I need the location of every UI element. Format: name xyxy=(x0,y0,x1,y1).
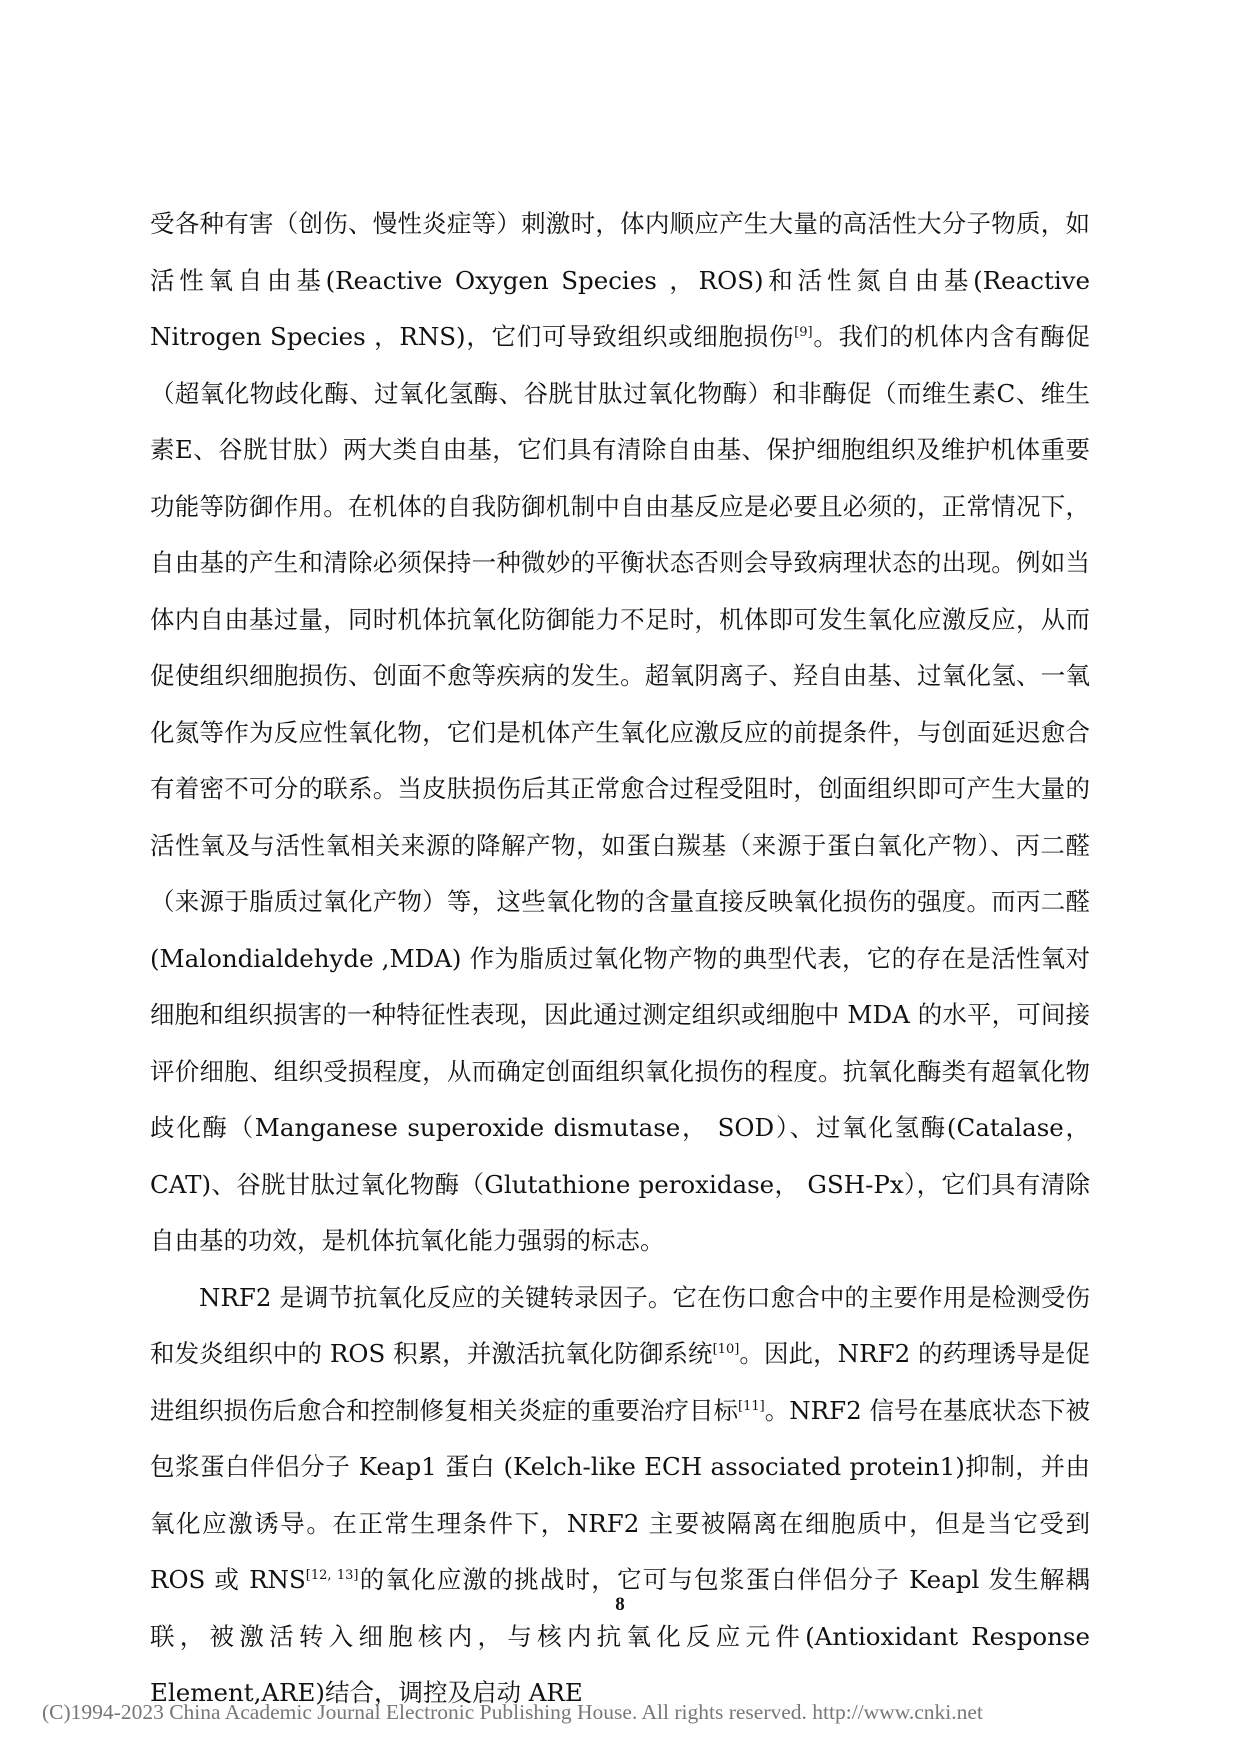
document-body xyxy=(150,196,1090,1722)
paragraph-2 xyxy=(150,1270,1090,1722)
page-number: 8 xyxy=(615,1594,625,1615)
citation-9: [9] xyxy=(794,324,813,340)
paragraph-1 xyxy=(150,196,1090,1270)
paragraph-2-text-4: 的氧化应激的挑战时，它可与包浆蛋白伴侣分子 Keapl 发生解耦联，被激活转入细胞核内，与核内抗氧化反应元件(Antioxidant Response Element,ARE)结合，调控及启动 ARE xyxy=(150,1565,1091,1707)
citation-11: [11] xyxy=(738,1398,765,1414)
paragraph-1-text-2: 。我们的机体内含有酶促（超氧化物歧化酶、过氧化氢酶、谷胱甘肽过氧化物酶）和非酶促（而维生素C、维生素E、谷胱甘肽）两大类自由基，它们具有清除自由基、保护细胞组织及维护机体重要功能等防御作用。在机体的自我防御机制中自由基反应是必要且必须的，正常情况下，自由基的产生和清除必须保持一种微妙的平衡状态否则会导致病理状态的出现。例如当体内自由基过量，同时机体抗氧化防御能力不足时，机体即可发生氧化应激反应，从而促使组织细胞损伤、创面不愈等疾病的发生。超氧阴离子、羟自由基、过氧化氢、一氧化氮等作为反应性氧化物，它们是机体产生氧化应激反应的前提条件，与创面延迟愈合有着密不可分的联系。当皮肤损伤后其正常愈合过程受阻时，创面组织即可产生大量的活性氧及与活性氧相关来源的降解产物，如蛋白羰基（来源于蛋白氧化产物）、丙二醛（来源于脂质过氧化产物）等，这些氧化物的含量直接反映氧化损伤的强度。而丙二醛(Malondialdehyde ,MDA) 作为脂质过氧化物产物的典型代表，它的存在是活性氧对细胞和组织损害的一种特征性表现，因此通过测定组织或细胞中 MDA 的水平，可间接评价细胞、组织受损程度，从而确定创面组织氧化损伤的程度。抗氧化酶类有超氧化物歧化酶（Manganese superoxide dismutase， SOD）、过氧化氢酶(Catalase， CAT)、谷胱甘肽过氧化物酶（Glutathione peroxidase， GSH-Px），它们具有清除自由基的功效，是机体抗氧化能力强弱的标志。 xyxy=(150,322,1090,1255)
paragraph-2-text-2: 。因此，NRF2 的药理诱导是促进组织损伤后愈合和控制修复相关炎症的重要治疗目标 xyxy=(150,1339,1090,1425)
citation-10: [10] xyxy=(712,1341,740,1357)
copyright-notice: (C)1994-2023 China Academic Journal Electronic Publishing House. All rights reserved. http://www.cnki.net xyxy=(42,1700,983,1724)
paragraph-2-text-1: NRF2 是调节抗氧化反应的关键转录因子。它在伤口愈合中的主要作用是检测受伤和发炎组织中的 ROS 积累，并激活抗氧化防御系统 xyxy=(150,1282,1090,1368)
citation-12-13: [12, 13] xyxy=(305,1567,359,1583)
paragraph-1-text-1: 受各种有害（创伤、慢性炎症等）刺激时，体内顺应产生大量的高活性大分子物质，如活性氧自由基(Reactive Oxygen Species ，ROS)和活性氮自由基(Reactive Nitrogen Species ，RNS)，它们可导致组织或细胞损伤 xyxy=(150,209,1090,351)
paragraph-2-text-3: 。NRF2 信号在基底状态下被包浆蛋白伴侣分子 Keap1 蛋白 (Kelch-like ECH associated protein1)抑制，并由氧化应激诱导。在正常生理条件下，NRF2 主要被隔离在细胞质中，但是当它受到 ROS 或 RNS xyxy=(150,1395,1090,1594)
